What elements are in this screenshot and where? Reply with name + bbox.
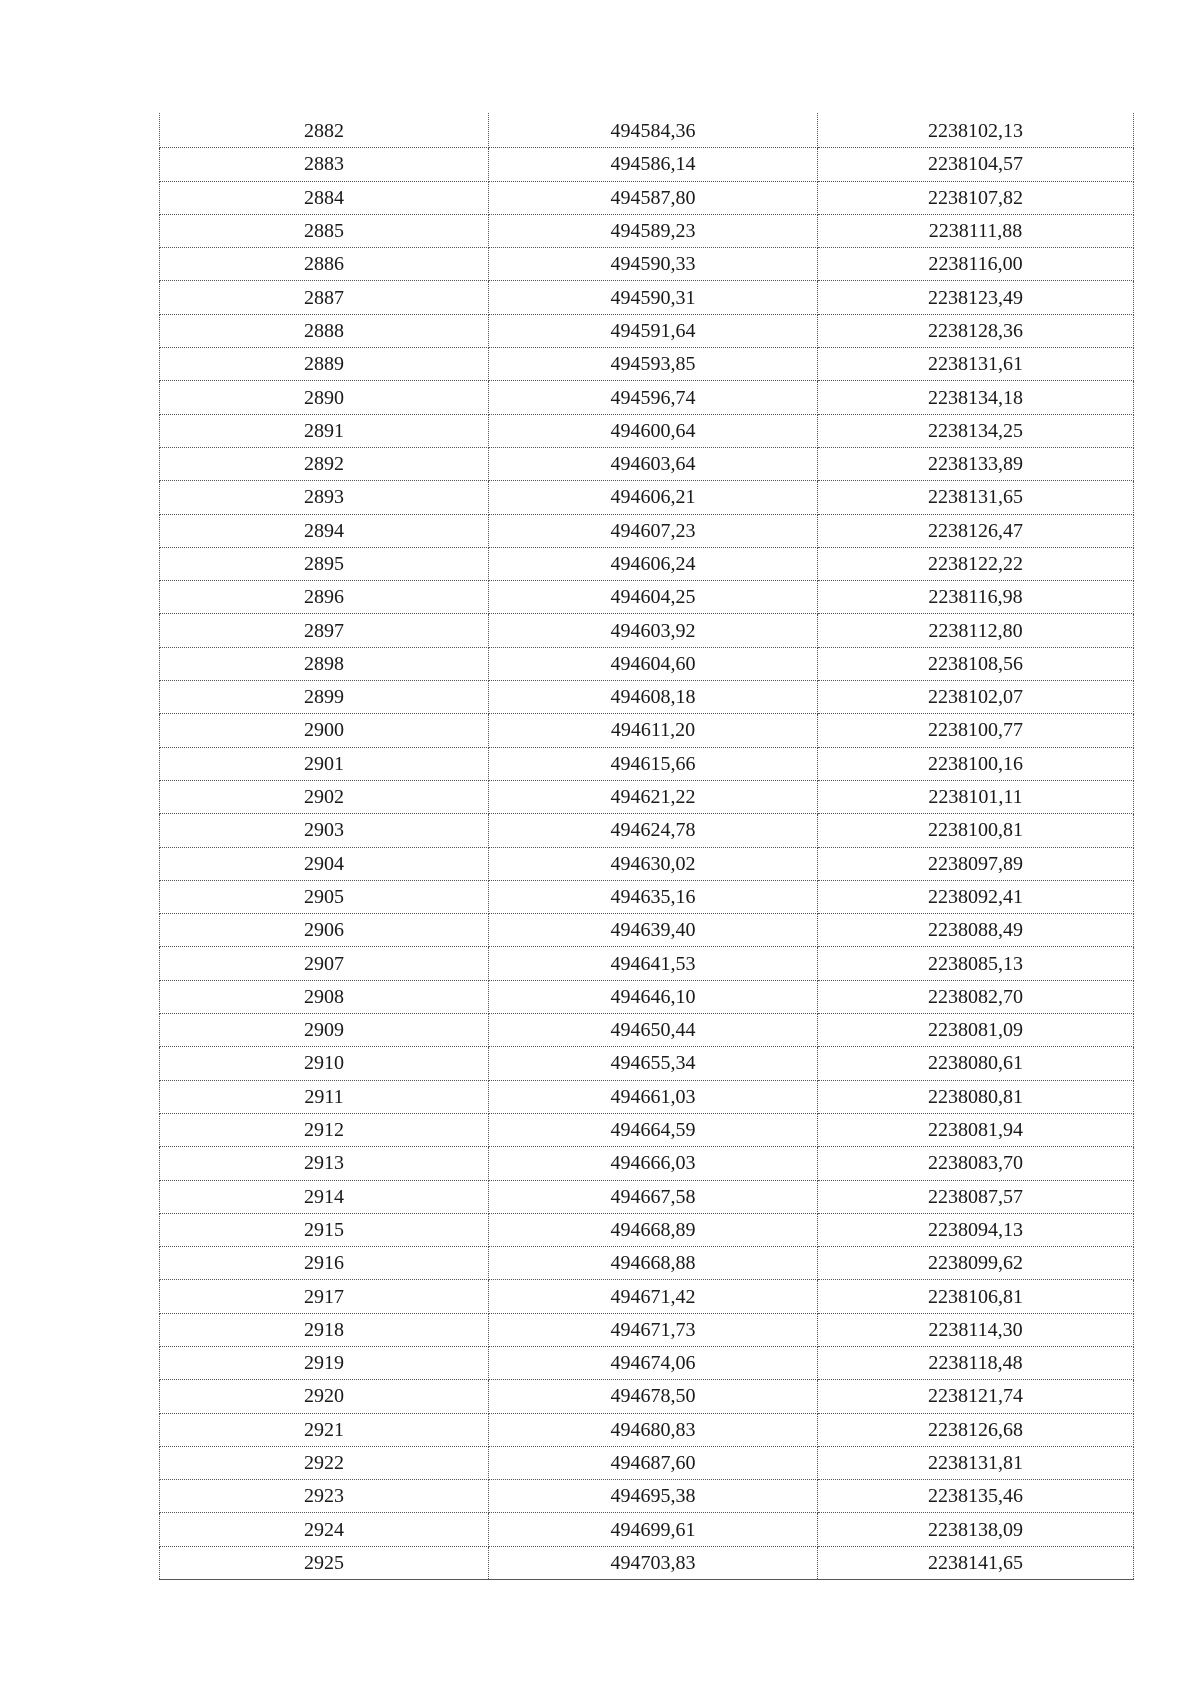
x-coordinate-cell: 494589,23 (489, 214, 818, 247)
point-number-cell: 2894 (160, 514, 489, 547)
point-number-cell: 2900 (160, 714, 489, 747)
x-coordinate-cell: 494608,18 (489, 681, 818, 714)
table-row (160, 1346, 1134, 1379)
point-number-cell: 2904 (160, 847, 489, 880)
point-number-cell: 2906 (160, 914, 489, 947)
y-coordinate-cell: 2238097,89 (818, 847, 1134, 880)
table-row (160, 581, 1134, 614)
point-number-cell: 2912 (160, 1113, 489, 1146)
table-row (160, 181, 1134, 214)
y-coordinate-cell: 2238134,18 (818, 381, 1134, 414)
table-row (160, 481, 1134, 514)
x-coordinate-cell: 494604,25 (489, 581, 818, 614)
y-coordinate-cell: 2238088,49 (818, 914, 1134, 947)
table-row (160, 447, 1134, 480)
y-coordinate-cell: 2238131,81 (818, 1446, 1134, 1479)
x-coordinate-cell: 494615,66 (489, 747, 818, 780)
x-coordinate-cell: 494630,02 (489, 847, 818, 880)
y-coordinate-cell: 2238094,13 (818, 1213, 1134, 1246)
point-number-cell: 2902 (160, 780, 489, 813)
y-coordinate-cell: 2238112,80 (818, 614, 1134, 647)
point-number-cell: 2905 (160, 880, 489, 913)
x-coordinate-cell: 494590,31 (489, 281, 818, 314)
y-coordinate-cell: 2238121,74 (818, 1380, 1134, 1413)
y-coordinate-cell: 2238128,36 (818, 314, 1134, 347)
point-number-cell: 2903 (160, 814, 489, 847)
table-row (160, 614, 1134, 647)
table-row (160, 314, 1134, 347)
table-row (160, 1213, 1134, 1246)
y-coordinate-cell: 2238107,82 (818, 181, 1134, 214)
y-coordinate-cell: 2238122,22 (818, 547, 1134, 580)
table-row (160, 780, 1134, 813)
x-coordinate-cell: 494606,24 (489, 547, 818, 580)
x-coordinate-cell: 494650,44 (489, 1014, 818, 1047)
point-number-cell: 2887 (160, 281, 489, 314)
table-row (160, 1446, 1134, 1479)
x-coordinate-cell: 494668,89 (489, 1213, 818, 1246)
y-coordinate-cell: 2238116,98 (818, 581, 1134, 614)
y-coordinate-cell: 2238106,81 (818, 1280, 1134, 1313)
x-coordinate-cell: 494600,64 (489, 414, 818, 447)
point-number-cell: 2882 (160, 113, 489, 148)
x-coordinate-cell: 494674,06 (489, 1346, 818, 1379)
table-row (160, 281, 1134, 314)
table-row (160, 1313, 1134, 1346)
y-coordinate-cell: 2238082,70 (818, 980, 1134, 1013)
point-number-cell: 2914 (160, 1180, 489, 1213)
y-coordinate-cell: 2238104,57 (818, 148, 1134, 181)
y-coordinate-cell: 2238108,56 (818, 647, 1134, 680)
x-coordinate-cell: 494646,10 (489, 980, 818, 1013)
y-coordinate-cell: 2238100,77 (818, 714, 1134, 747)
table-row (160, 847, 1134, 880)
point-number-cell: 2886 (160, 248, 489, 281)
x-coordinate-cell: 494695,38 (489, 1480, 818, 1513)
point-number-cell: 2913 (160, 1147, 489, 1180)
y-coordinate-cell: 2238114,30 (818, 1313, 1134, 1346)
x-coordinate-cell: 494591,64 (489, 314, 818, 347)
point-number-cell: 2896 (160, 581, 489, 614)
table-row (160, 1546, 1134, 1579)
point-number-cell: 2892 (160, 447, 489, 480)
table-row (160, 1380, 1134, 1413)
y-coordinate-cell: 2238131,65 (818, 481, 1134, 514)
point-number-cell: 2915 (160, 1213, 489, 1246)
point-number-cell: 2898 (160, 647, 489, 680)
table-row (160, 148, 1134, 181)
table-row (160, 1180, 1134, 1213)
y-coordinate-cell: 2238123,49 (818, 281, 1134, 314)
x-coordinate-cell: 494671,42 (489, 1280, 818, 1313)
x-coordinate-cell: 494666,03 (489, 1147, 818, 1180)
y-coordinate-cell: 2238101,11 (818, 780, 1134, 813)
table-row (160, 1014, 1134, 1047)
x-coordinate-cell: 494699,61 (489, 1513, 818, 1546)
y-coordinate-cell: 2238100,81 (818, 814, 1134, 847)
table-row (160, 880, 1134, 913)
x-coordinate-cell: 494655,34 (489, 1047, 818, 1080)
x-coordinate-cell: 494671,73 (489, 1313, 818, 1346)
y-coordinate-cell: 2238083,70 (818, 1147, 1134, 1180)
y-coordinate-cell: 2238085,13 (818, 947, 1134, 980)
table-row (160, 647, 1134, 680)
y-coordinate-cell: 2238135,46 (818, 1480, 1134, 1513)
x-coordinate-cell: 494606,21 (489, 481, 818, 514)
point-number-cell: 2924 (160, 1513, 489, 1546)
point-number-cell: 2917 (160, 1280, 489, 1313)
table-row (160, 1280, 1134, 1313)
point-number-cell: 2888 (160, 314, 489, 347)
x-coordinate-cell: 494668,88 (489, 1247, 818, 1280)
point-number-cell: 2911 (160, 1080, 489, 1113)
x-coordinate-cell: 494664,59 (489, 1113, 818, 1146)
x-coordinate-cell: 494584,36 (489, 113, 818, 148)
table-row (160, 980, 1134, 1013)
x-coordinate-cell: 494587,80 (489, 181, 818, 214)
x-coordinate-cell: 494667,58 (489, 1180, 818, 1213)
x-coordinate-cell: 494596,74 (489, 381, 818, 414)
coordinates-table-body (160, 113, 1134, 1580)
y-coordinate-cell: 2238134,25 (818, 414, 1134, 447)
table-row (160, 1513, 1134, 1546)
point-number-cell: 2922 (160, 1446, 489, 1479)
point-number-cell: 2919 (160, 1346, 489, 1379)
table-row (160, 514, 1134, 547)
x-coordinate-cell: 494621,22 (489, 780, 818, 813)
y-coordinate-cell: 2238131,61 (818, 348, 1134, 381)
point-number-cell: 2883 (160, 148, 489, 181)
x-coordinate-cell: 494607,23 (489, 514, 818, 547)
x-coordinate-cell: 494603,92 (489, 614, 818, 647)
table-row (160, 348, 1134, 381)
x-coordinate-cell: 494586,14 (489, 148, 818, 181)
table-row (160, 414, 1134, 447)
point-number-cell: 2923 (160, 1480, 489, 1513)
y-coordinate-cell: 2238126,47 (818, 514, 1134, 547)
table-row (160, 747, 1134, 780)
x-coordinate-cell: 494639,40 (489, 914, 818, 947)
x-coordinate-cell: 494590,33 (489, 248, 818, 281)
x-coordinate-cell: 494687,60 (489, 1446, 818, 1479)
point-number-cell: 2890 (160, 381, 489, 414)
table-row (160, 1480, 1134, 1513)
point-number-cell: 2885 (160, 214, 489, 247)
table-row (160, 814, 1134, 847)
point-number-cell: 2909 (160, 1014, 489, 1047)
y-coordinate-cell: 2238092,41 (818, 880, 1134, 913)
x-coordinate-cell: 494624,78 (489, 814, 818, 847)
table-row (160, 248, 1134, 281)
y-coordinate-cell: 2238099,62 (818, 1247, 1134, 1280)
table-row (160, 1147, 1134, 1180)
y-coordinate-cell: 2238118,48 (818, 1346, 1134, 1379)
table-row (160, 914, 1134, 947)
table-row (160, 947, 1134, 980)
point-number-cell: 2907 (160, 947, 489, 980)
table-row (160, 1247, 1134, 1280)
point-number-cell: 2901 (160, 747, 489, 780)
x-coordinate-cell: 494641,53 (489, 947, 818, 980)
point-number-cell: 2889 (160, 348, 489, 381)
point-number-cell: 2910 (160, 1047, 489, 1080)
table-row (160, 1047, 1134, 1080)
y-coordinate-cell: 2238081,94 (818, 1113, 1134, 1146)
y-coordinate-cell: 2238138,09 (818, 1513, 1134, 1546)
table-row (160, 381, 1134, 414)
y-coordinate-cell: 2238116,00 (818, 248, 1134, 281)
x-coordinate-cell: 494604,60 (489, 647, 818, 680)
point-number-cell: 2921 (160, 1413, 489, 1446)
table-row (160, 113, 1134, 148)
table-row (160, 1413, 1134, 1446)
point-number-cell: 2916 (160, 1247, 489, 1280)
table-row (160, 1113, 1134, 1146)
point-number-cell: 2884 (160, 181, 489, 214)
table-row (160, 714, 1134, 747)
y-coordinate-cell: 2238102,13 (818, 113, 1134, 148)
coordinates-table (159, 113, 1134, 1580)
table-row (160, 547, 1134, 580)
point-number-cell: 2895 (160, 547, 489, 580)
y-coordinate-cell: 2238081,09 (818, 1014, 1134, 1047)
x-coordinate-cell: 494680,83 (489, 1413, 818, 1446)
y-coordinate-cell: 2238102,07 (818, 681, 1134, 714)
x-coordinate-cell: 494703,83 (489, 1546, 818, 1579)
y-coordinate-cell: 2238080,61 (818, 1047, 1134, 1080)
y-coordinate-cell: 2238126,68 (818, 1413, 1134, 1446)
x-coordinate-cell: 494603,64 (489, 447, 818, 480)
point-number-cell: 2891 (160, 414, 489, 447)
x-coordinate-cell: 494635,16 (489, 880, 818, 913)
y-coordinate-cell: 2238111,88 (818, 214, 1134, 247)
table-row (160, 1080, 1134, 1113)
x-coordinate-cell: 494611,20 (489, 714, 818, 747)
point-number-cell: 2925 (160, 1546, 489, 1579)
x-coordinate-cell: 494593,85 (489, 348, 818, 381)
y-coordinate-cell: 2238100,16 (818, 747, 1134, 780)
point-number-cell: 2897 (160, 614, 489, 647)
y-coordinate-cell: 2238087,57 (818, 1180, 1134, 1213)
x-coordinate-cell: 494678,50 (489, 1380, 818, 1413)
y-coordinate-cell: 2238141,65 (818, 1546, 1134, 1579)
y-coordinate-cell: 2238080,81 (818, 1080, 1134, 1113)
point-number-cell: 2908 (160, 980, 489, 1013)
point-number-cell: 2918 (160, 1313, 489, 1346)
table-row (160, 214, 1134, 247)
point-number-cell: 2899 (160, 681, 489, 714)
point-number-cell: 2920 (160, 1380, 489, 1413)
x-coordinate-cell: 494661,03 (489, 1080, 818, 1113)
table-row (160, 681, 1134, 714)
y-coordinate-cell: 2238133,89 (818, 447, 1134, 480)
point-number-cell: 2893 (160, 481, 489, 514)
